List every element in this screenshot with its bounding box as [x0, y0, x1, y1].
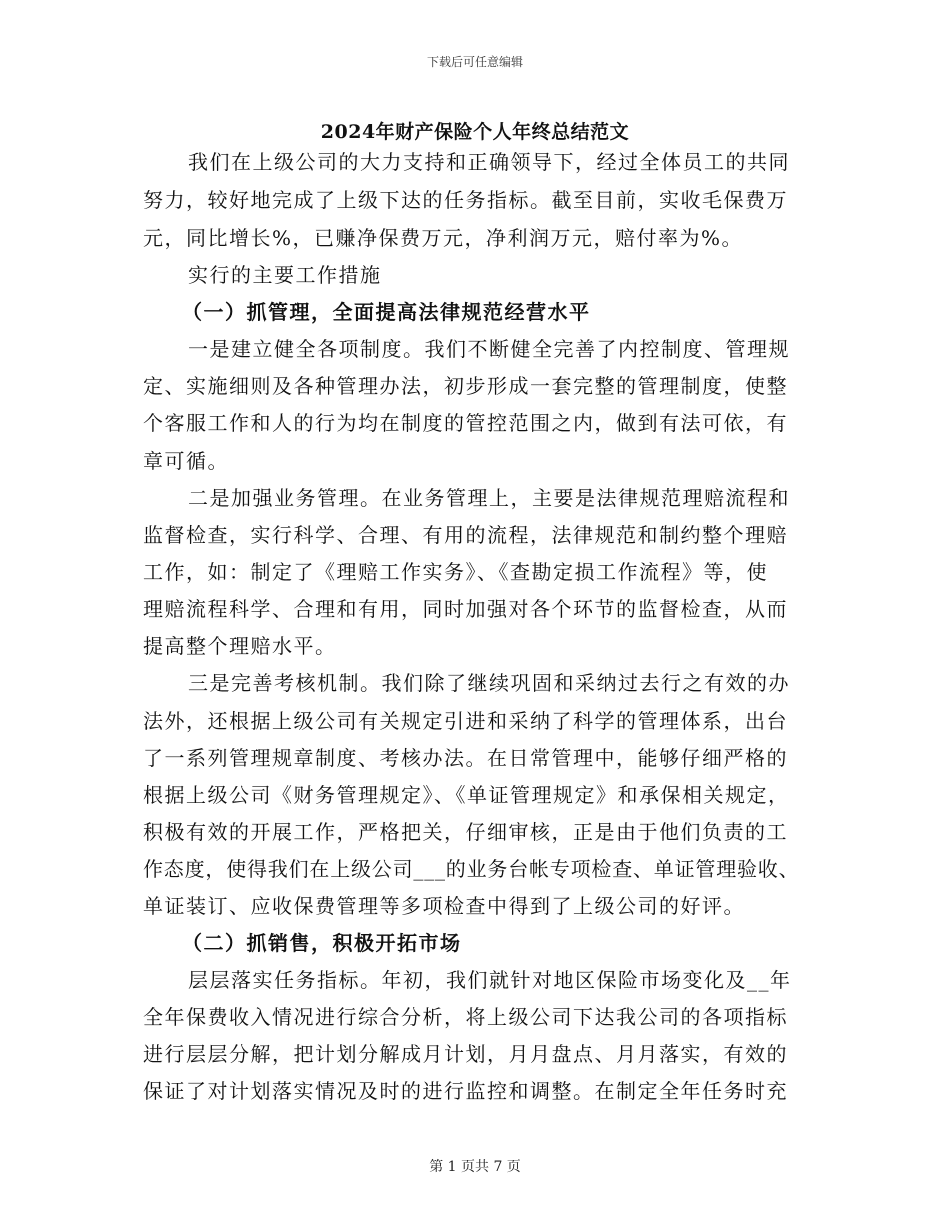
paragraph-line: 实行的主要工作措施 — [188, 263, 382, 287]
paragraph-line: 二是加强业务管理。在业务管理上，主要是法律规范理赔流程和 — [188, 486, 790, 510]
paragraph-line: 努力，较好地完成了上级下达的任务指标。截至目前，实收毛保费万 — [143, 188, 788, 212]
paragraph-line: 全年保费收入情况进行综合分析，将上级公司下达我公司的各项指标 — [143, 1005, 788, 1029]
paragraph-line: 一是建立健全各项制度。我们不断健全完善了内控制度、管理规 — [188, 337, 790, 361]
paragraph-line: 我们在上级公司的大力支持和正确领导下，经过全体员工的共同 — [188, 150, 790, 174]
paragraph-line: 元，同比增长%，已赚净保费万元，净利润万元，赔付率为%。 — [143, 226, 744, 250]
paragraph-line: 法外，还根据上级公司有关规定引进和采纳了科学的管理体系，出台 — [143, 709, 788, 733]
paragraph-line: 个客服工作和人的行为均在制度的管控范围之内，做到有法可依，有 — [143, 411, 788, 435]
document-title: 2024年财产保险个人年终总结范文 — [320, 121, 630, 143]
page-number: 第 1 页共 7 页 — [429, 1159, 521, 1175]
paragraph-line: 提高整个理赔水平。 — [143, 634, 337, 658]
paragraph-line: 了一系列管理规章制度、考核办法。在日常管理中，能够仔细严格的 — [143, 746, 788, 770]
paragraph-line: 三是完善考核机制。我们除了继续巩固和采纳过去行之有效的办 — [188, 671, 790, 695]
paragraph-line: 工作，如：制定了《理赔工作实务》、《查勘定损工作流程》等，使 — [143, 560, 768, 584]
paragraph-line: 章可循。 — [143, 449, 229, 473]
paragraph-line: 单证装订、应收保费管理等多项检查中得到了上级公司的好评。 — [143, 894, 745, 918]
paragraph-line: 层层落实任务指标。年初，我们就针对地区保险市场变化及__年 — [188, 968, 792, 992]
paragraph-line: 监督检查，实行科学、合理、有用的流程，法律规范和制约整个理赔 — [143, 523, 788, 547]
page-header-note: 下载后可任意编辑 — [426, 55, 523, 69]
paragraph-line: 积极有效的开展工作，严格把关，仔细审核，正是由于他们负责的工 — [143, 820, 788, 844]
paragraph-line: 根据上级公司《财务管理规定》、《单证管理规定》和承保相关规定， — [143, 783, 790, 807]
paragraph-line: 保证了对计划落实情况及时的进行监控和调整。在制定全年任务时充 — [143, 1079, 788, 1103]
paragraph-line: 定、实施细则及各种管理办法，初步形成一套完整的管理制度，使整 — [143, 374, 788, 398]
section-heading: （二）抓销售，积极开拓市场 — [182, 931, 462, 955]
paragraph-line: 进行层层分解，把计划分解成月计划，月月盘点、月月落实，有效的 — [143, 1042, 788, 1066]
paragraph-line: 理赔流程科学、合理和有用，同时加强对各个环节的监督检查，从而 — [143, 597, 788, 621]
paragraph-line: 作态度，使得我们在上级公司___的业务台帐专项检查、单证管理验收、 — [143, 857, 800, 881]
section-heading: （一）抓管理，全面提高法律规范经营水平 — [182, 300, 591, 324]
